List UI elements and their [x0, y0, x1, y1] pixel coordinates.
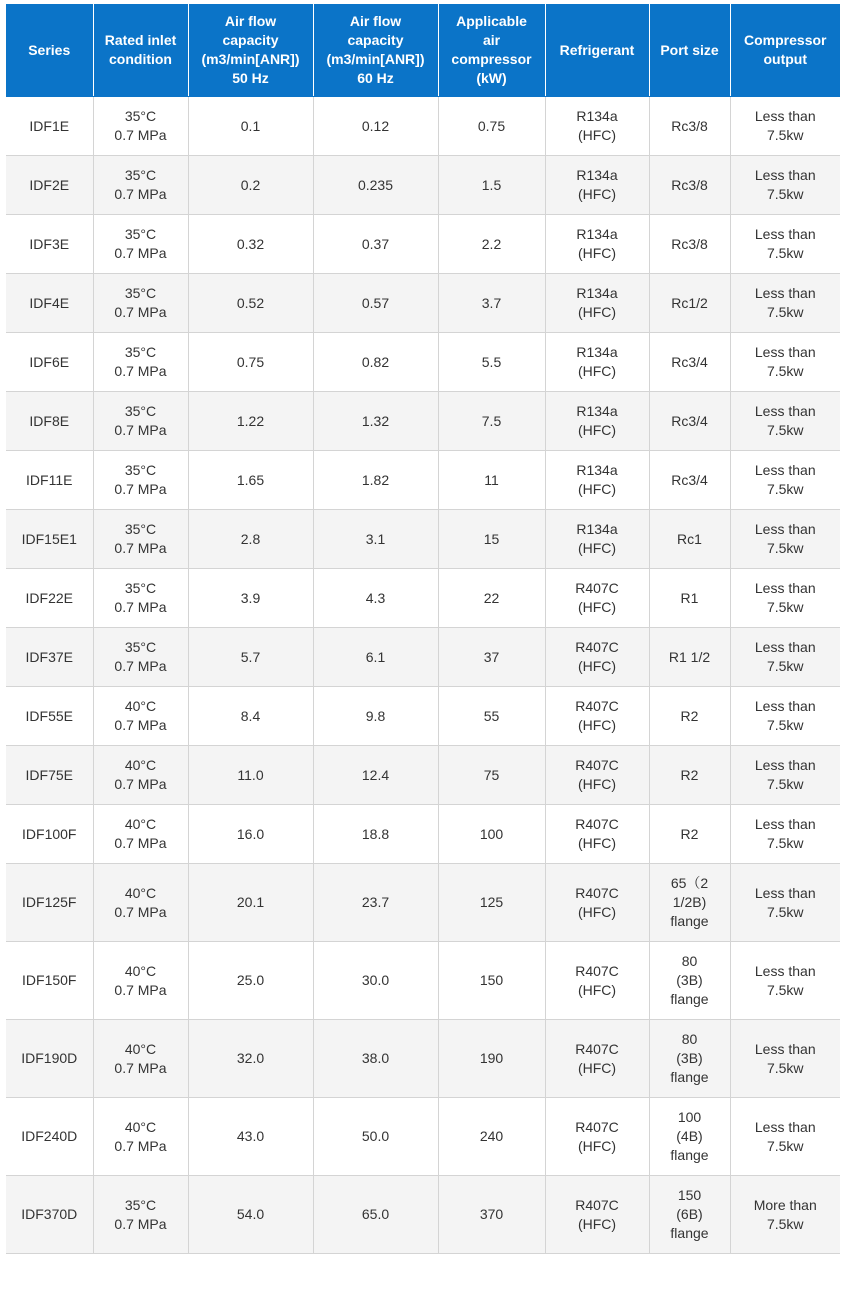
table-row	[6, 942, 840, 1020]
table-row	[6, 1098, 840, 1176]
cell-flow-60hz: 1.82	[313, 451, 438, 510]
cell-refrigerant: R134a (HFC)	[545, 215, 649, 274]
table-row	[6, 628, 840, 687]
cell-compressor-output: More than 7.5kw	[730, 1176, 840, 1254]
cell-flow-50hz: 3.9	[188, 569, 313, 628]
cell-compressor-kw: 240	[438, 1098, 545, 1176]
table-row	[6, 805, 840, 864]
cell-flow-50hz: 16.0	[188, 805, 313, 864]
cell-refrigerant: R134a (HFC)	[545, 97, 649, 156]
table-row	[6, 451, 840, 510]
cell-refrigerant: R407C (HFC)	[545, 746, 649, 805]
table-row	[6, 392, 840, 451]
cell-compressor-kw: 5.5	[438, 333, 545, 392]
cell-series: IDF8E	[6, 392, 93, 451]
cell-flow-60hz: 18.8	[313, 805, 438, 864]
cell-series: IDF22E	[6, 569, 93, 628]
cell-compressor-kw: 100	[438, 805, 545, 864]
cell-inlet-condition: 40°C 0.7 MPa	[93, 1020, 188, 1098]
cell-compressor-output: Less than 7.5kw	[730, 451, 840, 510]
cell-refrigerant: R407C (HFC)	[545, 864, 649, 942]
cell-inlet-condition: 40°C 0.7 MPa	[93, 942, 188, 1020]
cell-compressor-kw: 22	[438, 569, 545, 628]
cell-series: IDF6E	[6, 333, 93, 392]
cell-flow-60hz: 3.1	[313, 510, 438, 569]
cell-refrigerant: R407C (HFC)	[545, 1176, 649, 1254]
cell-flow-60hz: 38.0	[313, 1020, 438, 1098]
cell-flow-50hz: 11.0	[188, 746, 313, 805]
cell-compressor-output: Less than 7.5kw	[730, 805, 840, 864]
cell-series: IDF125F	[6, 864, 93, 942]
cell-flow-60hz: 50.0	[313, 1098, 438, 1176]
cell-compressor-kw: 125	[438, 864, 545, 942]
cell-compressor-kw: 150	[438, 942, 545, 1020]
cell-refrigerant: R407C (HFC)	[545, 942, 649, 1020]
cell-flow-60hz: 4.3	[313, 569, 438, 628]
cell-compressor-kw: 37	[438, 628, 545, 687]
cell-series: IDF15E1	[6, 510, 93, 569]
cell-compressor-output: Less than 7.5kw	[730, 333, 840, 392]
cell-flow-60hz: 6.1	[313, 628, 438, 687]
cell-port-size: Rc3/4	[649, 333, 730, 392]
cell-series: IDF37E	[6, 628, 93, 687]
cell-series: IDF100F	[6, 805, 93, 864]
table-row	[6, 864, 840, 942]
cell-series: IDF240D	[6, 1098, 93, 1176]
cell-port-size: 80 (3B) flange	[649, 1020, 730, 1098]
cell-refrigerant: R407C (HFC)	[545, 687, 649, 746]
cell-series: IDF3E	[6, 215, 93, 274]
cell-inlet-condition: 35°C 0.7 MPa	[93, 333, 188, 392]
spec-table-container	[6, 4, 840, 1254]
cell-port-size: Rc3/4	[649, 451, 730, 510]
cell-port-size: 150 (6B) flange	[649, 1176, 730, 1254]
cell-compressor-output: Less than 7.5kw	[730, 942, 840, 1020]
cell-flow-50hz: 20.1	[188, 864, 313, 942]
cell-port-size: 65（2 1/2B) flange	[649, 864, 730, 942]
cell-compressor-kw: 190	[438, 1020, 545, 1098]
cell-compressor-kw: 0.75	[438, 97, 545, 156]
table-row	[6, 1176, 840, 1254]
cell-flow-50hz: 43.0	[188, 1098, 313, 1176]
cell-series: IDF1E	[6, 97, 93, 156]
cell-compressor-output: Less than 7.5kw	[730, 569, 840, 628]
table-body	[6, 97, 840, 1254]
cell-flow-50hz: 1.22	[188, 392, 313, 451]
cell-inlet-condition: 40°C 0.7 MPa	[93, 805, 188, 864]
cell-flow-60hz: 12.4	[313, 746, 438, 805]
table-header	[6, 4, 840, 97]
cell-port-size: Rc1/2	[649, 274, 730, 333]
cell-flow-60hz: 30.0	[313, 942, 438, 1020]
cell-refrigerant: R407C (HFC)	[545, 569, 649, 628]
cell-refrigerant: R134a (HFC)	[545, 392, 649, 451]
cell-inlet-condition: 35°C 0.7 MPa	[93, 156, 188, 215]
cell-inlet-condition: 40°C 0.7 MPa	[93, 1098, 188, 1176]
header-row	[6, 4, 840, 97]
cell-compressor-output: Less than 7.5kw	[730, 746, 840, 805]
table-row	[6, 510, 840, 569]
cell-inlet-condition: 35°C 0.7 MPa	[93, 392, 188, 451]
table-row	[6, 215, 840, 274]
cell-compressor-output: Less than 7.5kw	[730, 97, 840, 156]
cell-flow-60hz: 9.8	[313, 687, 438, 746]
cell-series: IDF75E	[6, 746, 93, 805]
cell-flow-60hz: 23.7	[313, 864, 438, 942]
cell-compressor-output: Less than 7.5kw	[730, 510, 840, 569]
cell-flow-60hz: 0.37	[313, 215, 438, 274]
cell-port-size: R2	[649, 746, 730, 805]
cell-refrigerant: R134a (HFC)	[545, 333, 649, 392]
cell-port-size: R1	[649, 569, 730, 628]
cell-flow-50hz: 0.2	[188, 156, 313, 215]
table-row	[6, 333, 840, 392]
cell-series: IDF11E	[6, 451, 93, 510]
table-row	[6, 274, 840, 333]
cell-inlet-condition: 40°C 0.7 MPa	[93, 746, 188, 805]
cell-compressor-kw: 3.7	[438, 274, 545, 333]
cell-port-size: Rc1	[649, 510, 730, 569]
table-row	[6, 687, 840, 746]
header-air-flow-50hz: Air flow capacity (m3/min[ANR]) 50 Hz	[188, 4, 313, 97]
cell-inlet-condition: 35°C 0.7 MPa	[93, 628, 188, 687]
cell-flow-50hz: 25.0	[188, 942, 313, 1020]
cell-series: IDF190D	[6, 1020, 93, 1098]
cell-flow-50hz: 0.32	[188, 215, 313, 274]
cell-flow-60hz: 65.0	[313, 1176, 438, 1254]
cell-flow-50hz: 5.7	[188, 628, 313, 687]
cell-series: IDF2E	[6, 156, 93, 215]
cell-refrigerant: R134a (HFC)	[545, 510, 649, 569]
cell-flow-50hz: 54.0	[188, 1176, 313, 1254]
header-applicable-compressor: Applicable air compressor (kW)	[438, 4, 545, 97]
cell-compressor-kw: 1.5	[438, 156, 545, 215]
cell-flow-50hz: 0.1	[188, 97, 313, 156]
cell-inlet-condition: 35°C 0.7 MPa	[93, 451, 188, 510]
cell-series: IDF370D	[6, 1176, 93, 1254]
cell-refrigerant: R407C (HFC)	[545, 1020, 649, 1098]
cell-refrigerant: R134a (HFC)	[545, 451, 649, 510]
cell-compressor-kw: 370	[438, 1176, 545, 1254]
cell-flow-60hz: 1.32	[313, 392, 438, 451]
cell-compressor-kw: 7.5	[438, 392, 545, 451]
cell-compressor-output: Less than 7.5kw	[730, 274, 840, 333]
cell-inlet-condition: 35°C 0.7 MPa	[93, 274, 188, 333]
cell-refrigerant: R407C (HFC)	[545, 1098, 649, 1176]
cell-inlet-condition: 35°C 0.7 MPa	[93, 569, 188, 628]
header-compressor-output: Compressor output	[730, 4, 840, 97]
cell-flow-50hz: 1.65	[188, 451, 313, 510]
cell-compressor-output: Less than 7.5kw	[730, 628, 840, 687]
table-row	[6, 746, 840, 805]
cell-refrigerant: R134a (HFC)	[545, 156, 649, 215]
header-air-flow-60hz: Air flow capacity (m3/min[ANR]) 60 Hz	[313, 4, 438, 97]
cell-series: IDF55E	[6, 687, 93, 746]
cell-flow-50hz: 32.0	[188, 1020, 313, 1098]
cell-inlet-condition: 35°C 0.7 MPa	[93, 97, 188, 156]
table-row	[6, 156, 840, 215]
cell-flow-60hz: 0.82	[313, 333, 438, 392]
cell-compressor-output: Less than 7.5kw	[730, 392, 840, 451]
cell-flow-50hz: 2.8	[188, 510, 313, 569]
cell-flow-60hz: 0.12	[313, 97, 438, 156]
cell-compressor-kw: 2.2	[438, 215, 545, 274]
cell-refrigerant: R407C (HFC)	[545, 628, 649, 687]
cell-compressor-kw: 11	[438, 451, 545, 510]
header-refrigerant: Refrigerant	[545, 4, 649, 97]
cell-inlet-condition: 40°C 0.7 MPa	[93, 687, 188, 746]
table-row	[6, 97, 840, 156]
table-row	[6, 569, 840, 628]
cell-flow-60hz: 0.57	[313, 274, 438, 333]
cell-compressor-kw: 15	[438, 510, 545, 569]
cell-inlet-condition: 35°C 0.7 MPa	[93, 510, 188, 569]
cell-port-size: Rc3/8	[649, 156, 730, 215]
cell-inlet-condition: 35°C 0.7 MPa	[93, 215, 188, 274]
cell-port-size: R1 1/2	[649, 628, 730, 687]
cell-flow-50hz: 8.4	[188, 687, 313, 746]
cell-inlet-condition: 40°C 0.7 MPa	[93, 864, 188, 942]
header-series: Series	[6, 4, 93, 97]
header-port-size: Port size	[649, 4, 730, 97]
cell-compressor-output: Less than 7.5kw	[730, 1098, 840, 1176]
cell-flow-50hz: 0.52	[188, 274, 313, 333]
cell-refrigerant: R134a (HFC)	[545, 274, 649, 333]
table-row	[6, 1020, 840, 1098]
cell-port-size: R2	[649, 687, 730, 746]
cell-flow-60hz: 0.235	[313, 156, 438, 215]
cell-series: IDF150F	[6, 942, 93, 1020]
cell-flow-50hz: 0.75	[188, 333, 313, 392]
cell-compressor-kw: 75	[438, 746, 545, 805]
cell-port-size: Rc3/8	[649, 215, 730, 274]
spec-table	[6, 4, 840, 1254]
cell-port-size: Rc3/4	[649, 392, 730, 451]
cell-port-size: 80 (3B) flange	[649, 942, 730, 1020]
cell-compressor-kw: 55	[438, 687, 545, 746]
cell-compressor-output: Less than 7.5kw	[730, 156, 840, 215]
cell-series: IDF4E	[6, 274, 93, 333]
cell-port-size: R2	[649, 805, 730, 864]
cell-refrigerant: R407C (HFC)	[545, 805, 649, 864]
header-rated-inlet-condition: Rated inlet condition	[93, 4, 188, 97]
cell-port-size: Rc3/8	[649, 97, 730, 156]
cell-compressor-output: Less than 7.5kw	[730, 687, 840, 746]
cell-compressor-output: Less than 7.5kw	[730, 1020, 840, 1098]
cell-compressor-output: Less than 7.5kw	[730, 864, 840, 942]
cell-port-size: 100 (4B) flange	[649, 1098, 730, 1176]
cell-inlet-condition: 35°C 0.7 MPa	[93, 1176, 188, 1254]
cell-compressor-output: Less than 7.5kw	[730, 215, 840, 274]
